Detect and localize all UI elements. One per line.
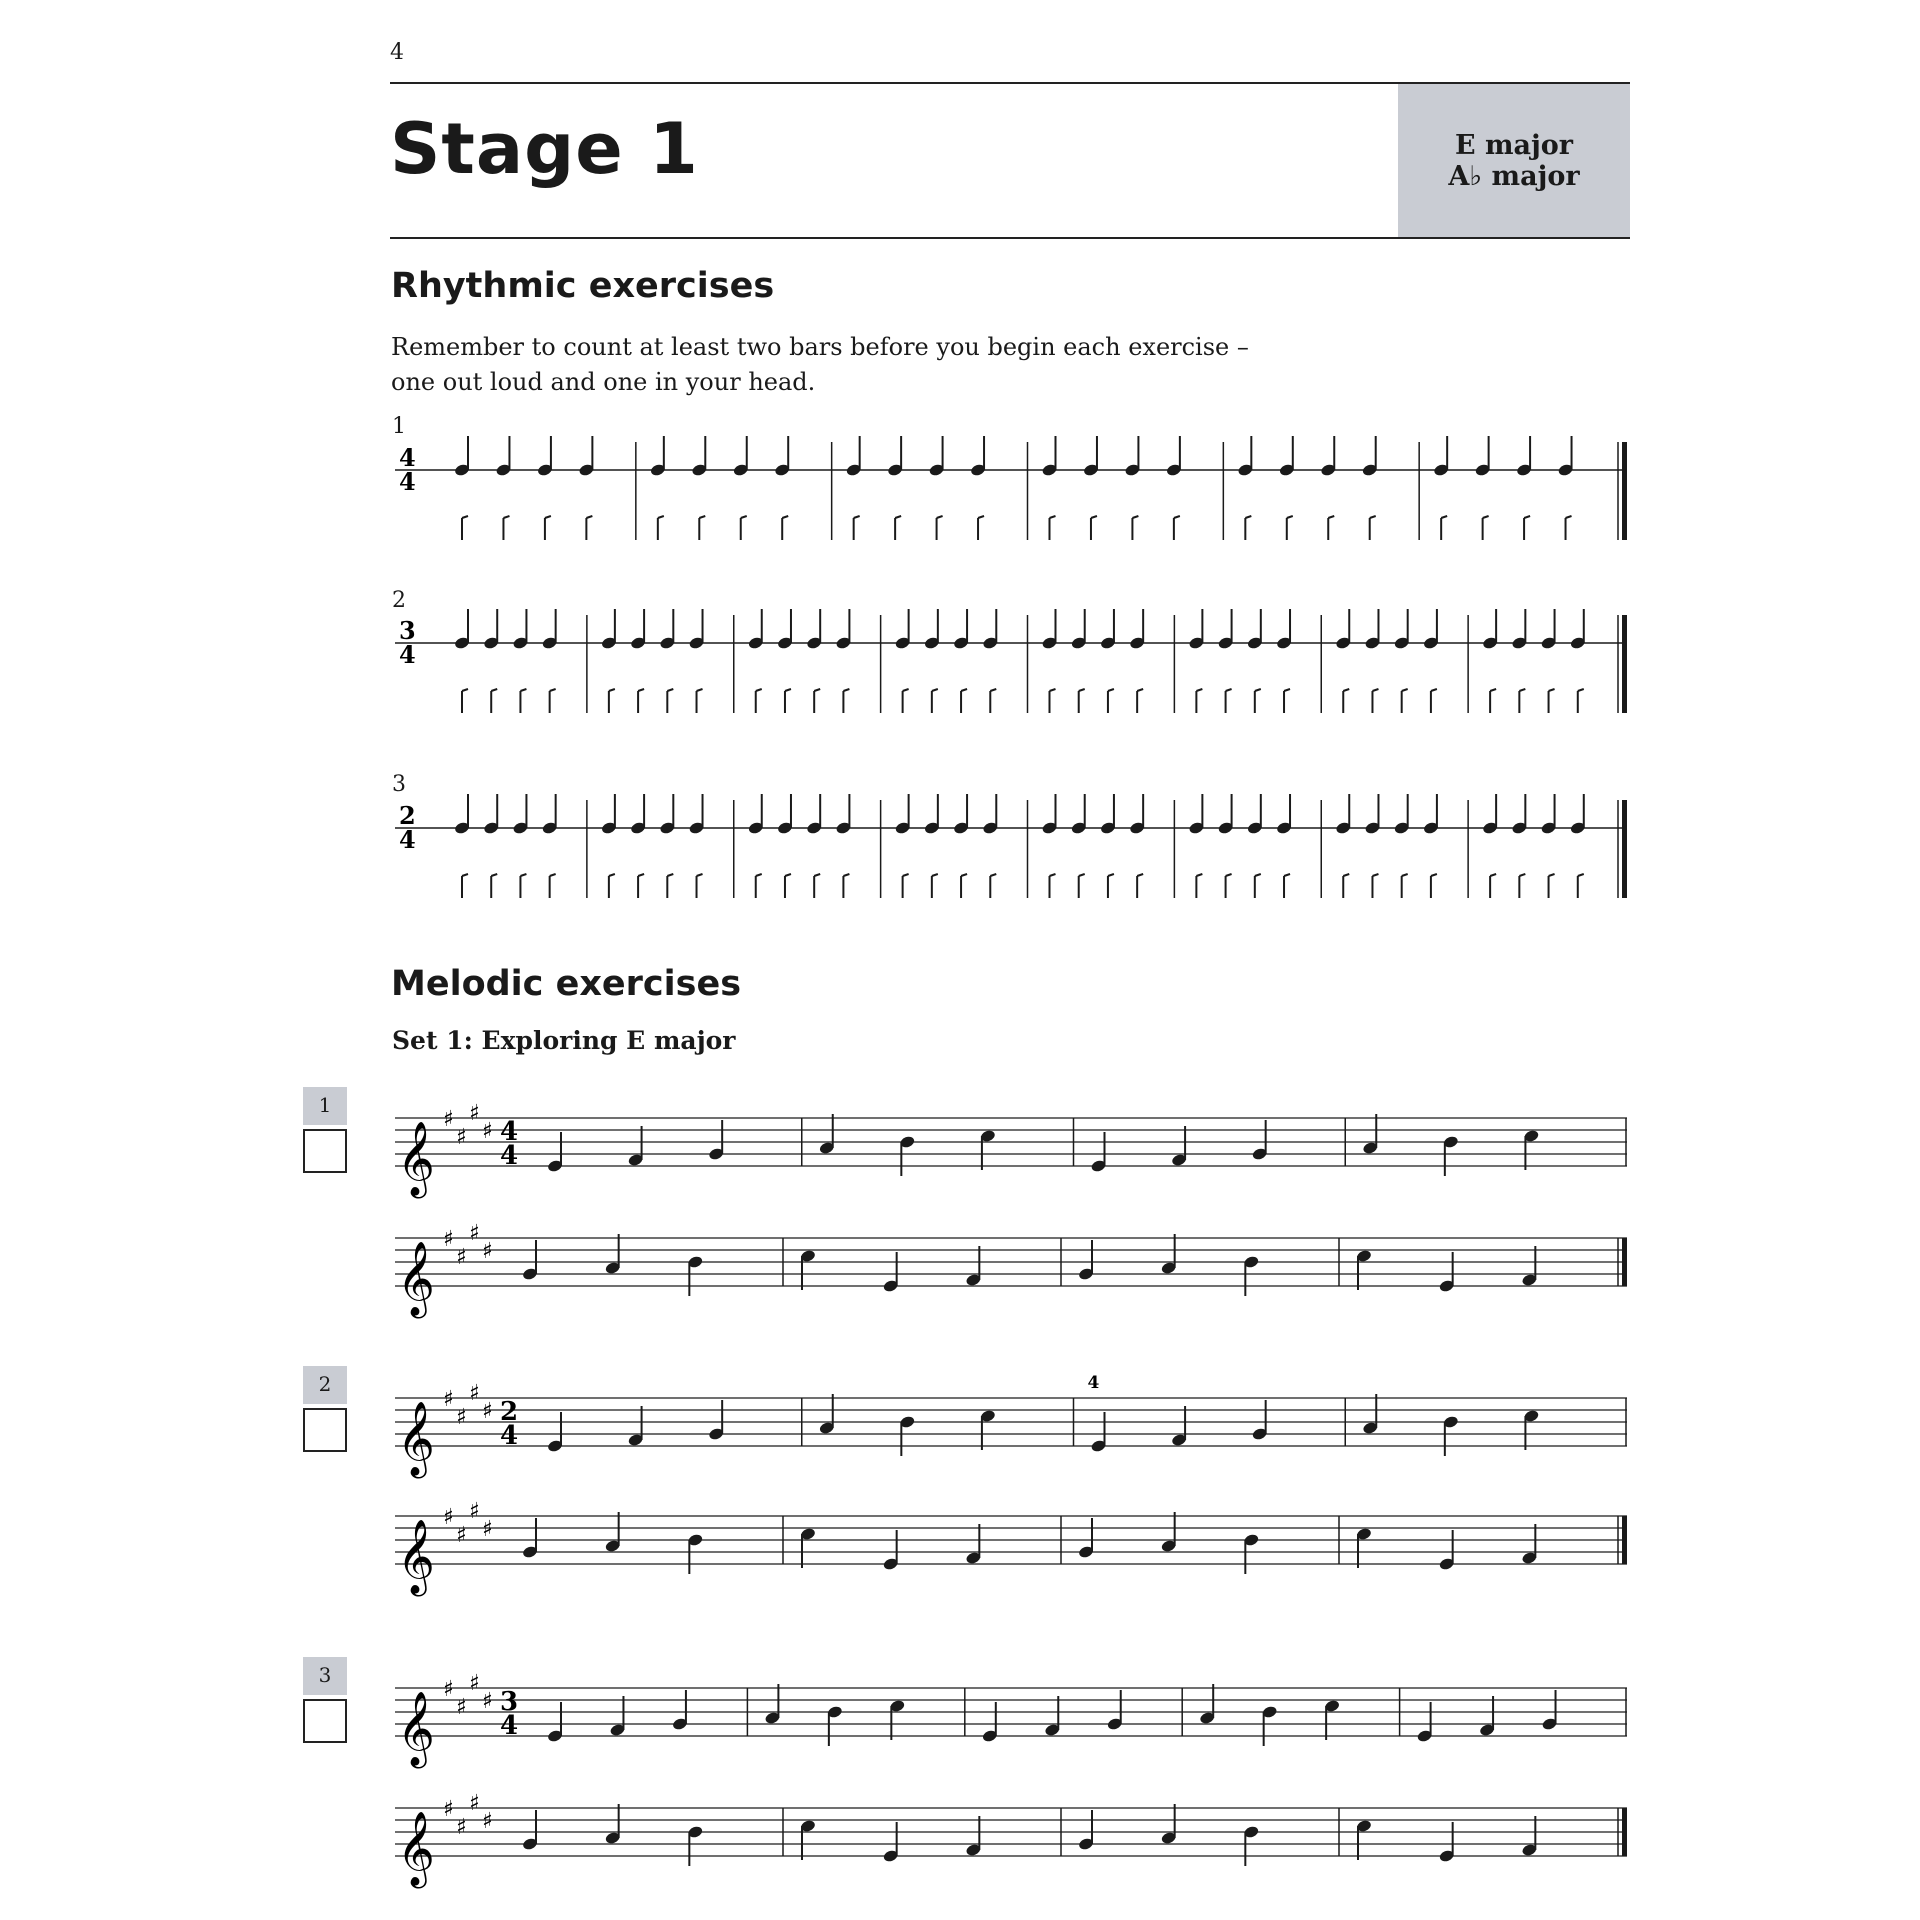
melodic-heading: Melodic exercises: [391, 964, 742, 1004]
beat-marker-flag: [609, 689, 615, 691]
key-signature-sharp-icon: ♯: [443, 1107, 454, 1132]
beat-marker-flag: [1137, 689, 1143, 691]
beat-marker-flag: [1245, 516, 1251, 518]
beat-marker-flag: [903, 874, 909, 876]
melodic-exercise-2-marker: [303, 1366, 349, 1452]
beat-marker-flag: [1441, 516, 1447, 518]
beat-marker-flag: [961, 689, 967, 691]
melodic-exercise-1-checkbox[interactable]: [303, 1129, 347, 1173]
beat-marker-flag: [491, 689, 497, 691]
beat-marker-flag: [1402, 689, 1408, 691]
beat-marker-flag: [1050, 689, 1056, 691]
header-bottom-rule: [390, 237, 1630, 239]
beat-marker-flag: [1372, 689, 1378, 691]
beat-marker-flag: [814, 874, 820, 876]
beat-marker-flag: [1490, 874, 1496, 876]
key-box: [1398, 84, 1630, 237]
melodic-exercise-3-marker: [303, 1657, 349, 1743]
key-signature-sharp-icon: ♯: [469, 1101, 480, 1126]
fingering-label: 4: [1087, 1373, 1100, 1393]
melodic-3-staff-line-1: [395, 1660, 1630, 1766]
key-signature-sharp-icon: ♯: [482, 1809, 493, 1834]
final-barline-thick: [1622, 1238, 1627, 1286]
beat-marker-flag: [550, 689, 556, 691]
beat-marker-flag: [638, 689, 644, 691]
time-signature-bottom: 4: [500, 1141, 519, 1171]
key-signature-sharp-icon: ♯: [456, 1405, 467, 1430]
key-label-1: E major: [1454, 129, 1574, 161]
melodic-1-staff-line-1: [395, 1090, 1630, 1196]
beat-marker-flag: [1255, 689, 1261, 691]
beat-marker-flag: [990, 874, 996, 876]
beat-marker-flag: [491, 874, 497, 876]
beat-marker-flag: [1372, 874, 1378, 876]
beat-marker-flag: [1519, 874, 1525, 876]
key-signature-sharp-icon: ♯: [443, 1677, 454, 1702]
beat-marker-flag: [658, 516, 664, 518]
beat-marker-flag: [699, 516, 705, 518]
beat-marker-flag: [785, 874, 791, 876]
melodic-3-staff-line-2: [395, 1780, 1630, 1886]
beat-marker-flag: [1108, 874, 1114, 876]
treble-clef-icon: 𝄞: [397, 1520, 435, 1594]
key-signature-sharp-icon: ♯: [482, 1399, 493, 1424]
beat-marker-flag: [895, 516, 901, 518]
beat-marker-flag: [1091, 516, 1097, 518]
rhythmic-heading: Rhythmic exercises: [391, 266, 775, 306]
rhythm-staff-3: [395, 783, 1630, 908]
beat-marker-flag: [937, 516, 943, 518]
beat-marker-flag: [990, 689, 996, 691]
beat-marker-flag: [1524, 516, 1530, 518]
beat-marker-flag: [1050, 516, 1056, 518]
beat-marker-flag: [932, 874, 938, 876]
beat-marker-flag: [782, 516, 788, 518]
beat-marker-flag: [814, 689, 820, 691]
beat-marker-flag: [1226, 689, 1232, 691]
melodic-exercise-1-marker: [303, 1087, 349, 1173]
rhythm-staff-1: [395, 425, 1630, 550]
beat-marker-flag: [520, 689, 526, 691]
beat-marker-flag: [1287, 516, 1293, 518]
key-signature-sharp-icon: ♯: [482, 1239, 493, 1264]
beat-marker-flag: [545, 516, 551, 518]
beat-marker-flag: [462, 516, 468, 518]
beat-marker-flag: [1370, 516, 1376, 518]
melodic-1-staff-line-2: [395, 1210, 1630, 1316]
time-signature-top: 4: [399, 443, 416, 472]
beat-marker-flag: [843, 874, 849, 876]
beat-marker-flag: [503, 516, 509, 518]
beat-marker-flag: [756, 874, 762, 876]
rhythm-staff-2: [395, 598, 1630, 723]
melodic-exercise-2-checkbox[interactable]: [303, 1408, 347, 1452]
beat-marker-flag: [1284, 874, 1290, 876]
melodic-exercise-2-number: 2: [303, 1366, 347, 1404]
beat-marker-flag: [1402, 874, 1408, 876]
beat-marker-flag: [1137, 874, 1143, 876]
final-barline-thick: [1622, 442, 1627, 540]
beat-marker-flag: [1519, 689, 1525, 691]
key-signature-sharp-icon: ♯: [469, 1671, 480, 1696]
beat-marker-flag: [1490, 689, 1496, 691]
key-signature-sharp-icon: ♯: [469, 1221, 480, 1246]
melodic-2-staff-line-2: [395, 1488, 1630, 1594]
beat-marker-flag: [586, 516, 592, 518]
beat-marker-flag: [1549, 689, 1555, 691]
key-signature-sharp-icon: ♯: [443, 1227, 454, 1252]
beat-marker-flag: [1108, 689, 1114, 691]
beat-marker-flag: [667, 874, 673, 876]
rhythm-exercise-number-1: 1: [392, 414, 406, 439]
key-signature-sharp-icon: ♯: [443, 1797, 454, 1822]
treble-clef-icon: 𝄞: [397, 1812, 435, 1886]
beat-marker-flag: [1566, 516, 1572, 518]
beat-marker-flag: [697, 689, 703, 691]
beat-marker-flag: [1196, 874, 1202, 876]
beat-marker-flag: [1483, 516, 1489, 518]
beat-marker-flag: [1343, 689, 1349, 691]
beat-marker-flag: [1328, 516, 1334, 518]
key-signature-sharp-icon: ♯: [456, 1695, 467, 1720]
page-number: 4: [390, 40, 404, 65]
final-barline-thick: [1622, 1516, 1627, 1564]
melodic-exercise-3-number: 3: [303, 1657, 347, 1695]
beat-marker-flag: [843, 689, 849, 691]
key-signature-sharp-icon: ♯: [456, 1815, 467, 1840]
beat-marker-flag: [550, 874, 556, 876]
beat-marker-flag: [697, 874, 703, 876]
key-signature-sharp-icon: ♯: [482, 1119, 493, 1144]
time-signature-bottom: 4: [399, 825, 416, 854]
treble-clef-icon: 𝄞: [397, 1242, 435, 1316]
beat-marker-flag: [854, 516, 860, 518]
beat-marker-flag: [1578, 689, 1584, 691]
beat-marker-flag: [667, 689, 673, 691]
key-signature-sharp-icon: ♯: [469, 1791, 480, 1816]
beat-marker-flag: [785, 689, 791, 691]
beat-marker-flag: [1549, 874, 1555, 876]
beat-marker-flag: [903, 689, 909, 691]
key-signature-sharp-icon: ♯: [482, 1517, 493, 1542]
time-signature-top: 4: [500, 1117, 519, 1147]
time-signature-bottom: 4: [500, 1711, 519, 1741]
beat-marker-flag: [1050, 874, 1056, 876]
melodic-exercise-1-number: 1: [303, 1087, 347, 1125]
beat-marker-flag: [741, 516, 747, 518]
treble-clef-icon: 𝄞: [397, 1692, 435, 1766]
beat-marker-flag: [1132, 516, 1138, 518]
treble-clef-icon: 𝄞: [397, 1402, 435, 1476]
rhythm-exercise-number-2: 2: [392, 588, 406, 613]
beat-marker-flag: [1578, 874, 1584, 876]
stage-title: Stage 1: [390, 108, 699, 190]
beat-marker-flag: [1431, 689, 1437, 691]
beat-marker-flag: [932, 689, 938, 691]
beat-marker-flag: [1343, 874, 1349, 876]
beat-marker-flag: [1196, 689, 1202, 691]
melodic-exercise-3-checkbox[interactable]: [303, 1699, 347, 1743]
treble-clef-icon: 𝄞: [397, 1122, 435, 1196]
beat-marker-flag: [462, 689, 468, 691]
beat-marker-flag: [462, 874, 468, 876]
key-signature-sharp-icon: ♯: [456, 1125, 467, 1150]
time-signature-bottom: 4: [399, 640, 416, 669]
rhythm-exercise-number-3: 3: [392, 772, 406, 797]
beat-marker-flag: [1284, 689, 1290, 691]
set-title: Set 1: Exploring E major: [392, 1026, 736, 1055]
beat-marker-flag: [1255, 874, 1261, 876]
key-signature-sharp-icon: ♯: [443, 1505, 454, 1530]
beat-marker-flag: [756, 689, 762, 691]
time-signature-top: 3: [399, 616, 416, 645]
beat-marker-flag: [520, 874, 526, 876]
key-signature-sharp-icon: ♯: [456, 1523, 467, 1548]
beat-marker-flag: [1079, 689, 1085, 691]
time-signature-bottom: 4: [399, 467, 416, 496]
final-barline-thick: [1622, 800, 1627, 898]
key-signature-sharp-icon: ♯: [469, 1381, 480, 1406]
final-barline-thick: [1622, 1808, 1627, 1856]
key-signature-sharp-icon: ♯: [456, 1245, 467, 1270]
beat-marker-flag: [1079, 874, 1085, 876]
melodic-2-staff-line-1: [395, 1370, 1630, 1476]
beat-marker-flag: [1174, 516, 1180, 518]
final-barline-thick: [1622, 615, 1627, 713]
time-signature-top: 3: [500, 1687, 519, 1717]
time-signature-top: 2: [399, 801, 416, 830]
beat-marker-flag: [1226, 874, 1232, 876]
beat-marker-flag: [978, 516, 984, 518]
beat-marker-flag: [609, 874, 615, 876]
beat-marker-flag: [638, 874, 644, 876]
key-label-2: A♭ major: [1448, 160, 1580, 192]
key-signature-sharp-icon: ♯: [443, 1387, 454, 1412]
key-signature-sharp-icon: ♯: [482, 1689, 493, 1714]
key-signature-sharp-icon: ♯: [469, 1499, 480, 1524]
time-signature-top: 2: [500, 1397, 519, 1427]
beat-marker-flag: [1431, 874, 1437, 876]
beat-marker-flag: [961, 874, 967, 876]
rhythmic-instructions: Remember to count at least two bars before you begin each exercise – one out loud and one in your head.: [391, 333, 1249, 396]
time-signature-bottom: 4: [500, 1421, 519, 1451]
